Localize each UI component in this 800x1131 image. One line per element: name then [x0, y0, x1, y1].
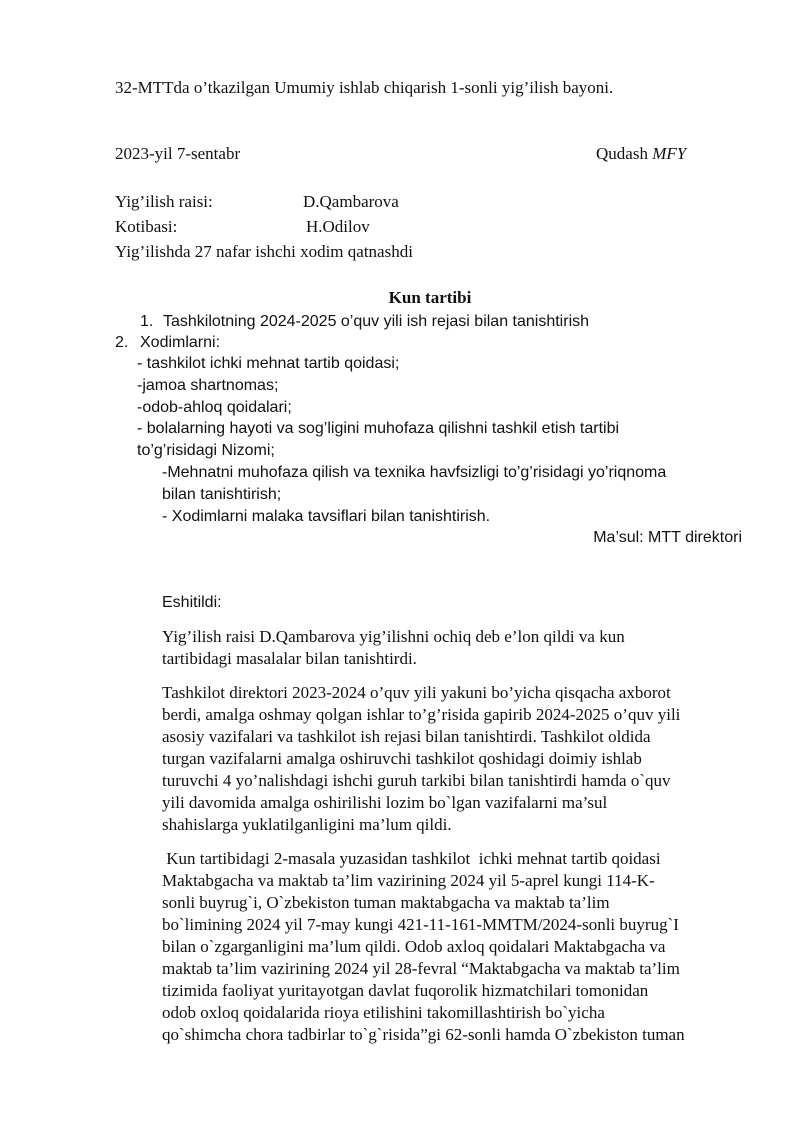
agenda-item-1-text: Tashkilotning 2024-2025 o’quv yili ish rejasi bilan tanishtirish — [163, 313, 590, 330]
paragraph-line: berdi, amalga oshmay qolgan ishlar to’g’risida gapirib 2024-2025 o’quv yili — [162, 705, 681, 724]
paragraph-line: Kun tartibidagi 2-masala yuzasidan tashkilot ichki mehnat tartib qoidasi — [162, 849, 661, 868]
agenda-item-1-number: 1. — [140, 313, 154, 330]
agenda-sub-item: -Mehnatni muhofaza qilish va texnika havfsizligi to’g’risidagi yo’riqnoma — [162, 464, 667, 481]
paragraph-line: bilan o`zgarganligini ma’lum qildi. Odob axloq qoidalari Maktabgacha va — [162, 937, 666, 956]
document-title: 32-MTTda o’tkazilgan Umumiy ishlab chiqarish 1-sonli yig’ilish bayoni. — [115, 78, 614, 97]
paragraph-line: asosiy vazifalari va tashkilot ish rejasi bilan tanishtirdi. Tashkilot oldida — [162, 727, 651, 746]
paragraph-line: maktab ta’lim vazirining 2024 yil 28-fevral “Maktabgacha va maktab ta’lim — [162, 959, 680, 978]
agenda-sub-item: - bolalarning hayoti va sog’ligini muhofaza qilishni tashkil etish tartibi — [137, 420, 620, 437]
paragraph-line: turgan vazifalarni amalga oshiruvchi tashkilot qoshidagi doimiy ishlab — [162, 749, 642, 768]
paragraph-line: tizimida faoliyat yuritayotgan davlat fuqorolik hizmatchilari tomonidan — [162, 981, 649, 1000]
paragraph-line: bo`limining 2024 yil 7-may kungi 421-11-161-MMTM/2024-sonli buyrug`I — [162, 915, 679, 934]
agenda-heading: Kun tartibi — [388, 288, 472, 307]
paragraph-line: sonli buyrug`i, O`zbekiston tuman maktabgacha va maktab ta’lim — [162, 893, 610, 912]
chair-name: D.Qambarova — [303, 192, 399, 211]
agenda-item-2-text: Xodimlarni: — [140, 334, 221, 351]
agenda-sub-item: to’g’risidagi Nizomi; — [137, 442, 275, 459]
place-suffix: MFY — [652, 144, 687, 163]
meeting-place — [596, 143, 686, 165]
agenda-sub-item: - Xodimlarni malaka tavsiflari bilan tanishtirish. — [162, 508, 491, 525]
heard-label: Eshitildi: — [162, 594, 222, 611]
secretary-name: H.Odilov — [306, 217, 370, 236]
attendance-text: Yig’ilishda 27 nafar ishchi xodim qatnashdi — [115, 242, 413, 261]
paragraph-line: odob oxloq qoidalarida rioya etilishini takomillashtirish bo`yicha — [162, 1003, 605, 1022]
paragraph-line: Tashkilot direktori 2023-2024 o’quv yili yakuni bo’yicha qisqacha axborot — [162, 683, 671, 702]
secretary-label: Kotibasi: — [115, 217, 178, 236]
meeting-date: 2023-yil 7-sentabr — [115, 144, 241, 163]
agenda-item-2-number: 2. — [115, 334, 129, 351]
agenda-sub-item: -odob-ahloq qoidalari; — [137, 399, 292, 416]
agenda-sub-item: - tashkilot ichki mehnat tartib qoidasi; — [137, 355, 400, 372]
paragraph-line: qo`shimcha chora tadbirlar to`g`risida”gi 62-sonli hamda O`zbekiston tuman — [162, 1025, 685, 1044]
paragraph-line: yili davomida amalga oshirilishi lozim bo`lgan vazifalarni ma’sul — [162, 793, 608, 812]
paragraph-line: Yig’ilish raisi D.Qambarova yig’ilishni ochiq deb e’lon qildi va kun — [162, 627, 625, 646]
responsible-person: Ma’sul: MTT direktori — [593, 529, 742, 546]
chair-label: Yig’ilish raisi: — [115, 192, 213, 211]
paragraph-line: shahislarga yuklatilganligini ma’lum qildi. — [162, 815, 452, 834]
paragraph-line: turuvchi 4 yo’nalishdagi ishchi guruh tarkibi bilan tanishtirdi hamda o`quv — [162, 771, 671, 790]
place-name: Qudash — [596, 144, 648, 163]
paragraph-line: tartibidagi masalalar bilan tanishtirdi. — [162, 649, 417, 668]
minutes-paragraph-2 — [162, 682, 752, 836]
agenda-sub-item: -jamoa shartnomas; — [137, 377, 279, 394]
agenda-sub-item: bilan tanishtirish; — [162, 486, 282, 503]
paragraph-line: Maktabgacha va maktab ta’lim vazirining 2024 yil 5-aprel kungi 114-K- — [162, 871, 655, 890]
minutes-paragraph-1 — [162, 626, 752, 670]
minutes-paragraph-3 — [162, 848, 752, 1046]
